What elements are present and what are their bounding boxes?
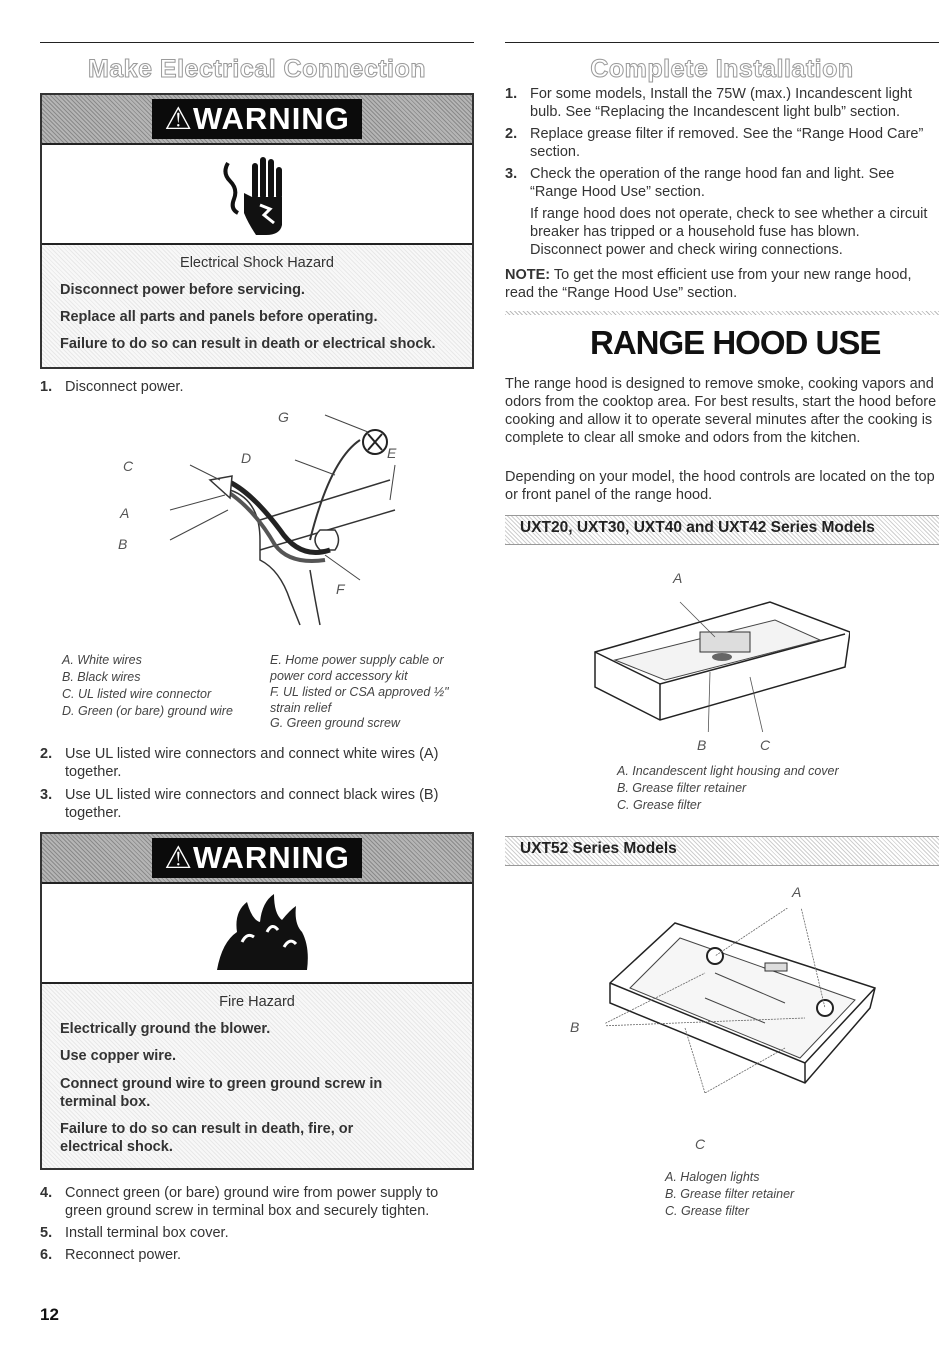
section-title-complete: Complete Installation xyxy=(590,55,854,83)
warning-line-1: Disconnect power before servicing. xyxy=(60,282,305,298)
top-rule-left xyxy=(40,42,474,43)
diagram-label-c: C xyxy=(123,458,134,474)
step-number: 4. xyxy=(40,1185,53,1201)
hood1-label-a: A xyxy=(673,570,683,586)
hood1-label-c: C xyxy=(760,737,771,753)
step-text: Install terminal box cover. xyxy=(65,1225,229,1241)
caption-d: D. Green (or bare) ground wire xyxy=(62,704,233,718)
warning-body xyxy=(42,982,472,1168)
step-number: 5. xyxy=(40,1225,53,1241)
page-number: 12 xyxy=(40,1305,59,1324)
caption-a: A. White wires xyxy=(62,653,142,667)
models-title-2: UXT52 Series Models xyxy=(520,840,677,857)
diagram-label-b: B xyxy=(118,536,128,552)
step-text: Disconnect power. xyxy=(65,379,184,395)
warning-line-2: Replace all parts and panels before operating. xyxy=(60,309,378,325)
hood-diagram-uxt20 xyxy=(590,592,850,732)
step-number: 6. xyxy=(40,1247,53,1263)
hood1-caption-c: C. Grease filter xyxy=(617,798,702,812)
intro-paragraph-1: The range hood is designed to remove smoke, cooking vapors and odors from the cooktop area. For best results, start the hood before cooking and allow it to operate several minutes after the cooking is complete to clear all smoke and odors from the kitchen. xyxy=(505,376,937,446)
step-text: Use UL listed wire connectors and connect white wires (A) together. xyxy=(65,746,439,780)
step-number: 2. xyxy=(505,126,518,142)
note-text: To get the most efficient use from your new range hood, read the “Range Hood Use” section. xyxy=(505,267,912,301)
divider-hatch xyxy=(505,311,939,315)
hazard-title: Fire Hazard xyxy=(219,994,295,1010)
step-number: 3. xyxy=(40,787,53,803)
diagram-label-a: A xyxy=(120,505,130,521)
diagram-label-d: D xyxy=(241,450,252,466)
warning-line-1: Electrically ground the blower. xyxy=(60,1021,271,1037)
hood1-label-b: B xyxy=(697,737,707,753)
caption-e: E. Home power supply cable or power cord accessory kit xyxy=(270,653,444,683)
step-3-extra: If range hood does not operate, check to see whether a circuit breaker has tripped or a household fuse has blown. Disconnect power and check wiring connections. xyxy=(530,206,928,258)
caption-f: F. UL listed or CSA approved ½" strain relief xyxy=(270,685,449,715)
step-number: 3. xyxy=(505,166,518,182)
note xyxy=(505,266,939,302)
warning-label: ⚠WARNING xyxy=(152,838,362,878)
diagram-label-g: G xyxy=(278,409,289,425)
warning-header xyxy=(42,95,472,145)
diagram-label-f: F xyxy=(336,581,345,597)
step-number: 1. xyxy=(40,379,53,395)
hood1-caption-a: A. Incandescent light housing and cover xyxy=(617,764,839,778)
step-number: 2. xyxy=(40,746,53,762)
hood2-caption-b: B. Grease filter retainer xyxy=(665,1187,795,1201)
hood2-caption-a: A. Halogen lights xyxy=(665,1170,760,1184)
note-label: NOTE: xyxy=(505,267,551,283)
hood1-caption-b: B. Grease filter retainer xyxy=(617,781,747,795)
hood2-caption-c: C. Grease filter xyxy=(665,1204,750,1218)
hood-diagram-uxt52 xyxy=(605,908,885,1093)
hood2-label-b: B xyxy=(570,1019,580,1035)
warning-body xyxy=(42,243,472,367)
step-text: Replace grease filter if removed. See the “Range Hood Care” section. xyxy=(530,126,924,160)
hood2-label-c: C xyxy=(695,1136,706,1152)
top-rule-right xyxy=(505,42,939,43)
warning-line-4: Failure to do so can result in death, fire, or electrical shock. xyxy=(60,1121,354,1155)
caption-b: B. Black wires xyxy=(62,670,141,684)
shock-hand-icon xyxy=(220,153,300,237)
intro-paragraph-2: Depending on your model, the hood controls are located on the top or front panel of the range hood. xyxy=(505,469,935,503)
step-text: Check the operation of the range hood fan and light. See “Range Hood Use” section. xyxy=(530,166,895,200)
warning-box-shock xyxy=(40,93,474,369)
caption-c: C. UL listed wire connector xyxy=(62,687,212,701)
warning-line-2: Use copper wire. xyxy=(60,1048,177,1064)
warning-line-3: Connect ground wire to green ground screw in terminal box. xyxy=(60,1076,383,1110)
step-number: 1. xyxy=(505,86,518,102)
step-text: Reconnect power. xyxy=(65,1247,182,1263)
caption-g: G. Green ground screw xyxy=(270,716,400,730)
diagram-label-e: E xyxy=(387,445,397,461)
hood2-label-a: A xyxy=(792,884,802,900)
fire-icon xyxy=(212,892,312,972)
range-hood-use-title: RANGE HOOD USE xyxy=(590,324,881,361)
models-bar-1 xyxy=(505,515,939,545)
section-title-electrical: Make Electrical Connection xyxy=(87,55,427,83)
step-text: Use UL listed wire connectors and connect black wires (B) together. xyxy=(65,787,439,821)
hazard-title: Electrical Shock Hazard xyxy=(180,255,334,271)
models-bar-2 xyxy=(505,836,939,866)
step-text: Connect green (or bare) ground wire from power supply to green ground screw in terminal box and securely tighten. xyxy=(65,1185,439,1219)
warning-header xyxy=(42,834,472,884)
step-text: For some models, Install the 75W (max.) Incandescent light bulb. See “Replacing the Incandescent light bulb” section. xyxy=(530,86,912,120)
wiring-diagram xyxy=(110,400,440,645)
warning-line-3: Failure to do so can result in death or electrical shock. xyxy=(60,336,436,352)
warning-label: ⚠WARNING xyxy=(152,99,362,139)
warning-box-fire xyxy=(40,832,474,1170)
models-title-1: UXT20, UXT30, UXT40 and UXT42 Series Models xyxy=(520,519,875,536)
